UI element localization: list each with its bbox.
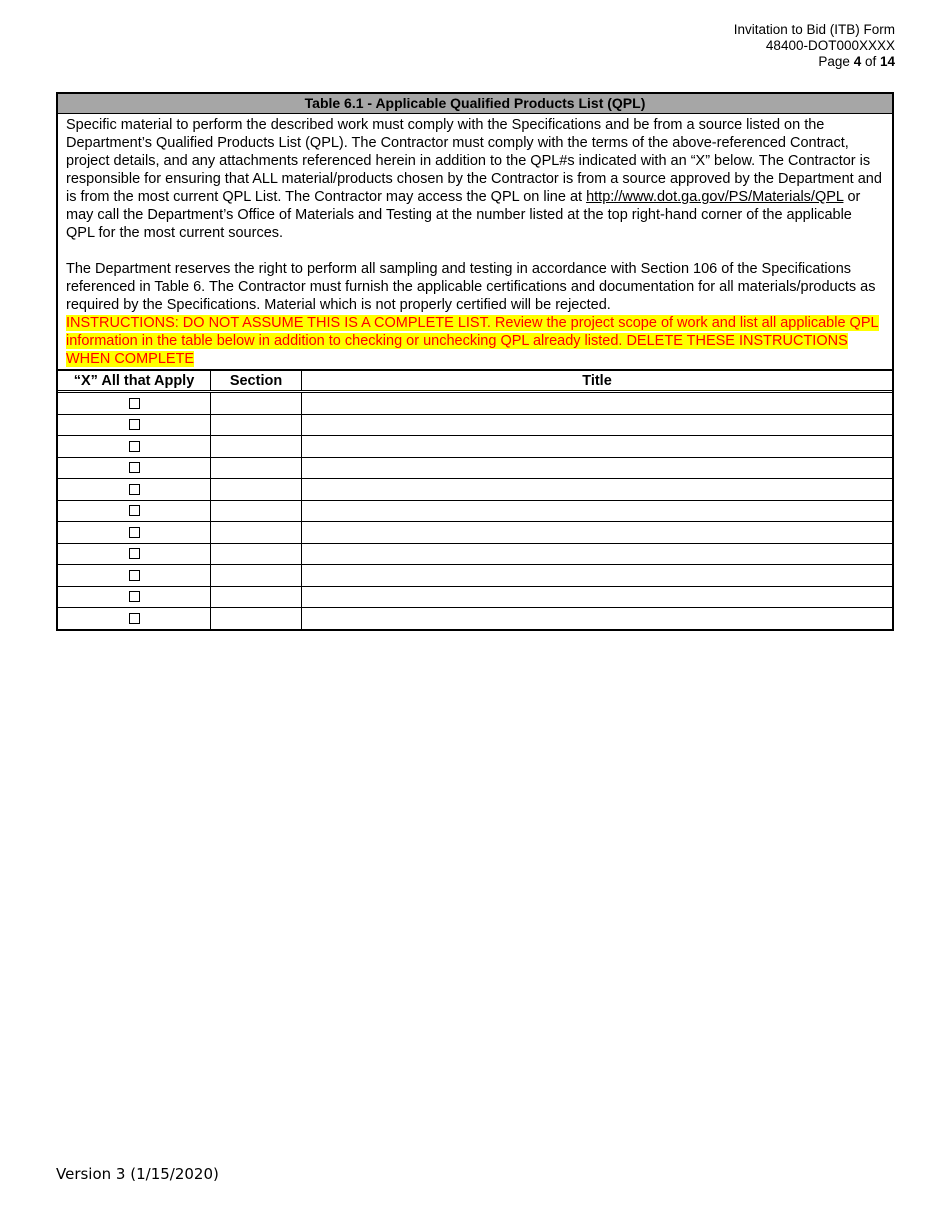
section-cell[interactable] bbox=[211, 608, 302, 629]
table-row bbox=[58, 586, 892, 608]
section-cell[interactable] bbox=[211, 392, 302, 415]
checkbox-icon[interactable] bbox=[129, 505, 140, 516]
table-row bbox=[58, 543, 892, 565]
apply-cell bbox=[58, 543, 211, 565]
section-cell[interactable] bbox=[211, 457, 302, 479]
version-footer: Version 3 (1/15/2020) bbox=[56, 1165, 219, 1183]
section-cell[interactable] bbox=[211, 414, 302, 436]
page-current: 4 bbox=[853, 54, 862, 69]
title-cell[interactable] bbox=[302, 586, 893, 608]
apply-cell bbox=[58, 586, 211, 608]
title-cell[interactable] bbox=[302, 436, 893, 458]
section-cell[interactable] bbox=[211, 436, 302, 458]
paragraph-gap bbox=[66, 242, 884, 260]
title-cell[interactable] bbox=[302, 543, 893, 565]
qpl-paragraph-2: The Department reserves the right to perform all sampling and testing in accordance with Section 106 of the Specifications referenced in Table 6. The Contractor must furnish the applicable certifications and documentation for all materials/products as required by the Specifications. Material which is not properly certified will be rejected. bbox=[66, 261, 876, 313]
table-row bbox=[58, 565, 892, 587]
checkbox-icon[interactable] bbox=[129, 570, 140, 581]
table-row bbox=[58, 457, 892, 479]
table-row bbox=[58, 522, 892, 544]
title-cell[interactable] bbox=[302, 457, 893, 479]
apply-cell bbox=[58, 565, 211, 587]
page-of: of bbox=[861, 54, 880, 69]
apply-cell bbox=[58, 500, 211, 522]
page-number bbox=[734, 54, 895, 70]
checkbox-icon[interactable] bbox=[129, 398, 140, 409]
form-number: 48400-DOT000XXXX bbox=[765, 38, 895, 53]
title-cell[interactable] bbox=[302, 392, 893, 415]
checkbox-icon[interactable] bbox=[129, 441, 140, 452]
apply-cell bbox=[58, 479, 211, 501]
section-cell[interactable] bbox=[211, 522, 302, 544]
apply-cell bbox=[58, 522, 211, 544]
form-title: Invitation to Bid (ITB) Form bbox=[733, 22, 895, 37]
page-total: 14 bbox=[879, 54, 895, 69]
page-header bbox=[734, 22, 895, 70]
table-row bbox=[58, 414, 892, 436]
section-cell[interactable] bbox=[211, 543, 302, 565]
table-row bbox=[58, 500, 892, 522]
table-row bbox=[58, 608, 892, 629]
checkbox-icon[interactable] bbox=[129, 527, 140, 538]
qpl-paragraph-1-start: Specific material to perform the described work must comply with the Specifications and be from a source listed on the Department’s Qualified Products List (QPL). The Contractor must comply with the terms of the above-referenced Contract, project details, and any attachments referenced herein in addition to the QPL#s indicated with an “X” below. The Contractor is responsible for ensuring that ALL material/products chosen by the Contractor is from a source approved by the Department and is from the most current QPL List. The Contractor may access the QPL on line at bbox=[66, 117, 882, 205]
apply-cell bbox=[58, 414, 211, 436]
table-description bbox=[58, 114, 892, 369]
checkbox-icon[interactable] bbox=[129, 548, 140, 559]
apply-cell bbox=[58, 457, 211, 479]
column-header-title: Title bbox=[302, 370, 893, 392]
title-cell[interactable] bbox=[302, 565, 893, 587]
table-row bbox=[58, 392, 892, 415]
checkbox-icon[interactable] bbox=[129, 419, 140, 430]
table-row bbox=[58, 479, 892, 501]
title-cell[interactable] bbox=[302, 608, 893, 629]
section-cell[interactable] bbox=[211, 586, 302, 608]
qpl-paragraph-1 bbox=[66, 116, 884, 242]
checkbox-icon[interactable] bbox=[129, 484, 140, 495]
title-cell[interactable] bbox=[302, 414, 893, 436]
instructions-paragraph bbox=[66, 314, 884, 368]
title-cell[interactable] bbox=[302, 500, 893, 522]
qpl-grid bbox=[58, 369, 892, 629]
qpl-table bbox=[56, 92, 894, 631]
qpl-paragraph-1-end: or may call the Department’s Office of Materials and Testing at the number listed at the top right-hand corner of the applicable QPL for the most current sources. bbox=[66, 189, 861, 241]
column-header-section: Section bbox=[211, 370, 302, 392]
title-cell[interactable] bbox=[302, 522, 893, 544]
apply-cell bbox=[58, 392, 211, 415]
qpl-link[interactable]: http://www.dot.ga.gov/PS/Materials/QPL bbox=[586, 189, 844, 205]
apply-cell bbox=[58, 436, 211, 458]
table-row bbox=[58, 436, 892, 458]
column-header-apply: “X” All that Apply bbox=[58, 370, 211, 392]
apply-cell bbox=[58, 608, 211, 629]
checkbox-icon[interactable] bbox=[129, 613, 140, 624]
checkbox-icon[interactable] bbox=[129, 462, 140, 473]
header-row bbox=[58, 370, 892, 392]
page-prefix: Page bbox=[818, 54, 854, 69]
instructions-text: INSTRUCTIONS: DO NOT ASSUME THIS IS A COMPLETE LIST. Review the project scope of work and list all applicable QPL information in the table below in addition to checking or unchecking QPL already listed. DELETE THESE INSTRUCTIONS WHEN COMPLETE bbox=[66, 315, 879, 367]
title-cell[interactable] bbox=[302, 479, 893, 501]
section-cell[interactable] bbox=[211, 565, 302, 587]
section-cell[interactable] bbox=[211, 479, 302, 501]
section-cell[interactable] bbox=[211, 500, 302, 522]
checkbox-icon[interactable] bbox=[129, 591, 140, 602]
table-title: Table 6.1 - Applicable Qualified Products List (QPL) bbox=[58, 94, 892, 114]
